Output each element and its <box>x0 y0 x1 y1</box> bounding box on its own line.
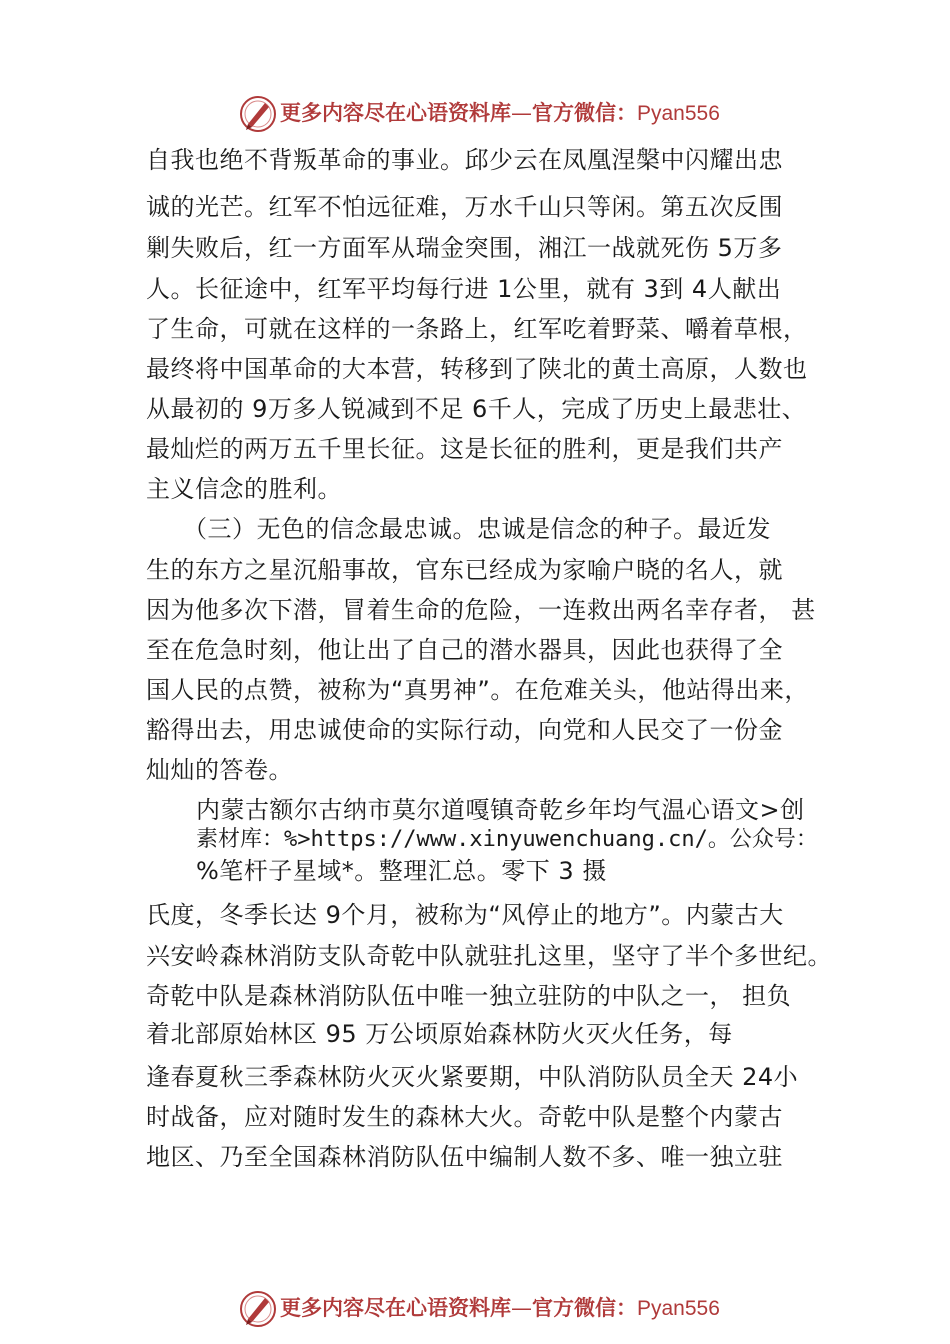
text-line: 最终将中国革命的大本营，转移到了陕北的黄土高原，人数也 <box>146 355 808 383</box>
header-wechat-id: Pyan556 <box>637 102 720 125</box>
text-line: 地区、乃至全国森林消防队伍中编制人数不多、唯一独立驻 <box>146 1143 783 1171</box>
header-label: 官方微信： <box>532 100 637 125</box>
text-line: 因为他多次下潜，冒着生命的危险，一连救出两名幸存者， 甚 <box>146 596 816 624</box>
text-line: 灿灿的答卷。 <box>146 756 293 784</box>
text-line: 至在危急时刻，他让出了自己的潜水器具，因此也获得了全 <box>146 636 783 664</box>
pen-logo-icon <box>238 1289 278 1329</box>
watermark-line: %笔杆子星域*。整理汇总。零下 3 摄 <box>196 857 607 885</box>
footer-banner <box>0 1287 950 1331</box>
text-line: 时战备，应对随时发生的森林大火。奇乾中队是整个内蒙古 <box>146 1103 783 1131</box>
text-line: 兴安岭森林消防支队奇乾中队就驻扎这里，坚守了半个多世纪。 <box>146 942 832 970</box>
text-line: 人。长征途中，红军平均每行进 1公里，就有 3到 4人献出 <box>146 275 782 303</box>
text-line: 奇乾中队是森林消防队伍中唯一独立驻防的中队之一， 担负 <box>146 982 792 1010</box>
footer-text <box>280 1295 720 1322</box>
paragraph-heading-line: （三）无色的信念最忠诚。忠诚是信念的种子。最近发 <box>183 515 771 543</box>
text-line: 主义信念的胜利。 <box>146 475 342 503</box>
text-line: 自我也绝不背叛革命的事业。邱少云在凤凰涅槃中闪耀出忠 <box>146 146 783 174</box>
watermark-line: 内蒙古额尔古纳市莫尔道嘎镇奇乾乡年均气温心语文>创 <box>196 796 805 824</box>
text-line: 逢春夏秋三季森林防火灭火紧要期，中队消防队员全天 24小 <box>146 1063 799 1091</box>
text-line: 着北部原始林区 95 万公顷原始森林防火灭火任务，每 <box>146 1020 733 1048</box>
text-line: 了生命，可就在这样的一条路上，红军吃着野菜、嚼着草根， <box>146 315 808 343</box>
header-text <box>280 100 720 127</box>
footer-separator: — <box>511 1296 532 1320</box>
header-banner <box>0 92 950 136</box>
text-line: 生的东方之星沉船事故，官东已经成为家喻户晓的名人，就 <box>146 556 783 584</box>
text-line: 豁得出去，用忠诚使命的实际行动，向党和人民交了一份金 <box>146 716 783 744</box>
watermark-url-line: 素材库：%>https://www.xinyuwenchuang.cn/。公众号： <box>196 827 818 852</box>
header-separator: — <box>511 101 532 125</box>
pen-logo-icon <box>238 94 278 134</box>
footer-main-text: 更多内容尽在心语资料库 <box>280 1295 511 1320</box>
text-line: 剿失败后，红一方面军从瑞金突围，湘江一战就死伤 5万多 <box>146 234 783 262</box>
text-line: 国人民的点赞，被称为“真男神”。在危难关头，他站得出来， <box>146 676 809 704</box>
text-line: 氏度，冬季长达 9个月，被称为“风停止的地方”。内蒙古大 <box>146 901 784 929</box>
text-line: 最灿烂的两万五千里长征。这是长征的胜利，更是我们共产 <box>146 435 783 463</box>
footer-wechat-id: Pyan556 <box>637 1297 720 1320</box>
header-main-text: 更多内容尽在心语资料库 <box>280 100 511 125</box>
text-line: 诚的光芒。红军不怕远征难，万水千山只等闲。第五次反围 <box>146 193 783 221</box>
text-line: 从最初的 9万多人锐减到不足 6千人，完成了历史上最悲壮、 <box>146 395 807 423</box>
footer-label: 官方微信： <box>532 1295 637 1320</box>
